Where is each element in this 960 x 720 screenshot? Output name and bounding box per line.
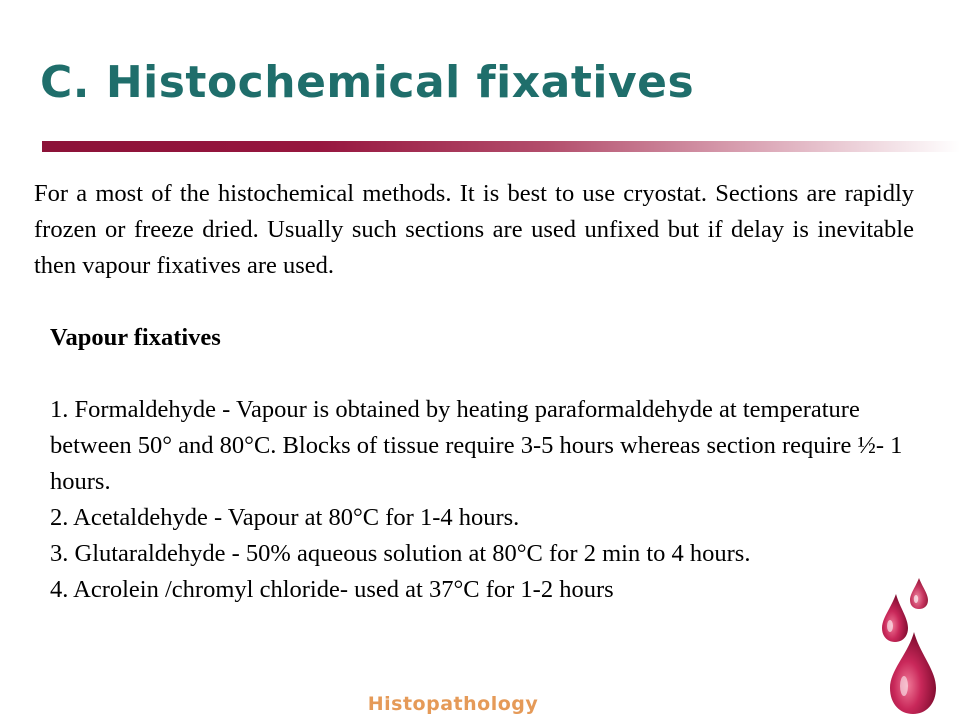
list-item: 2. Acetaldehyde - Vapour at 80°C for 1-4 hours.: [50, 504, 520, 531]
intro-paragraph: For a most of the histochemical methods. It is best to use cryostat. Sections are rapidly frozen or freeze dried. Usually such sections are used unfixed but if delay is inevitable then vapour fixatives are used.: [34, 180, 914, 279]
list-item: 4. Acrolein /chromyl chloride- used at 37°C for 1-2 hours: [50, 576, 614, 603]
vapour-fixatives-section: [50, 320, 920, 608]
slide-title: C. Histochemical fixatives: [40, 57, 695, 108]
small-drop: [910, 578, 928, 609]
title-underline: [42, 141, 960, 152]
medium-drop: [882, 594, 908, 642]
list-item: 3. Glutaraldehyde - 50% aqueous solution at 80°C for 2 min to 4 hours.: [50, 540, 751, 567]
spacer: [50, 356, 920, 392]
section-heading: Vapour fixatives: [50, 324, 221, 351]
footer-label: Histopathology: [367, 693, 539, 715]
list-item: 1. Formaldehyde - Vapour is obtained by heating paraformaldehyde at temperature between 50° and 80°C. Blocks of tissue require 3-5 hours whereas section require ½- 1 hours.: [50, 396, 903, 495]
